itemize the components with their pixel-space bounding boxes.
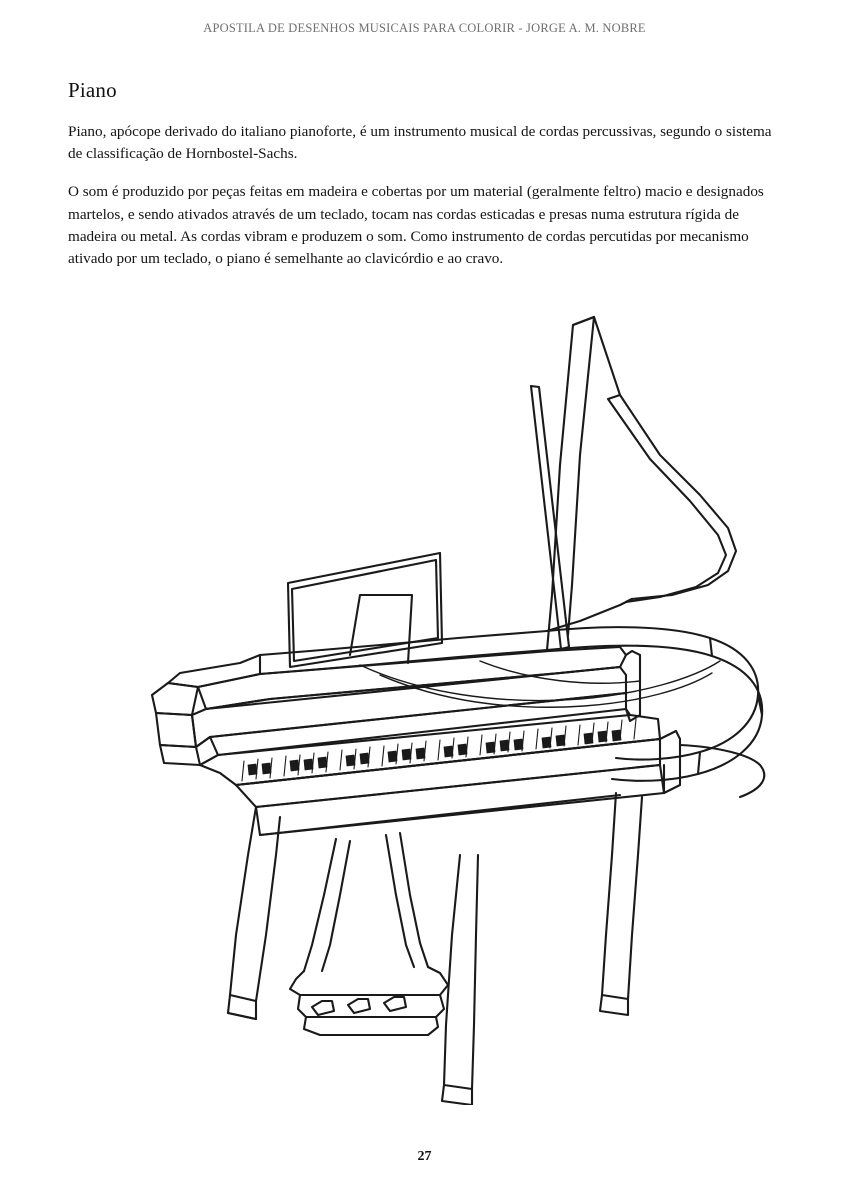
running-header-text: APOSTILA DE DESENHOS MUSICAIS PARA COLORIR - JORGE A. M. NOBRE	[203, 21, 646, 35]
piano-lid	[547, 317, 736, 650]
piano-rim	[260, 627, 762, 781]
piano-illustration	[60, 295, 820, 1105]
page-title: Piano	[68, 78, 117, 102]
page-content	[68, 78, 784, 286]
piano-legs	[228, 793, 642, 1105]
piano-pedal-lyre	[290, 833, 448, 1035]
piano-keys	[200, 715, 660, 785]
page-number: 27	[417, 1149, 432, 1164]
piano-interior	[360, 661, 720, 707]
paragraph-1: Piano, apócope derivado do italiano pianoforte, é um instrumento musical de cordas percussivas, segundo o sistema de classificação de Hornbostel-Sachs.	[68, 123, 772, 163]
paragraph-2: O som é produzido por peças feitas em madeira e cobertas por um material (geralmente feltro) macio e designados martelos, e sendo ativados através de um teclado, tocam nas cordas esticadas e presas numa estrutura rígida de madeira ou metal. As cordas vibram e produzem o som. Como instrumento de cordas percutidas por mecanismo ativado por um teclado, o piano é semelhante ao clavicórdio e ao cravo.	[68, 183, 764, 267]
running-header	[0, 21, 849, 36]
